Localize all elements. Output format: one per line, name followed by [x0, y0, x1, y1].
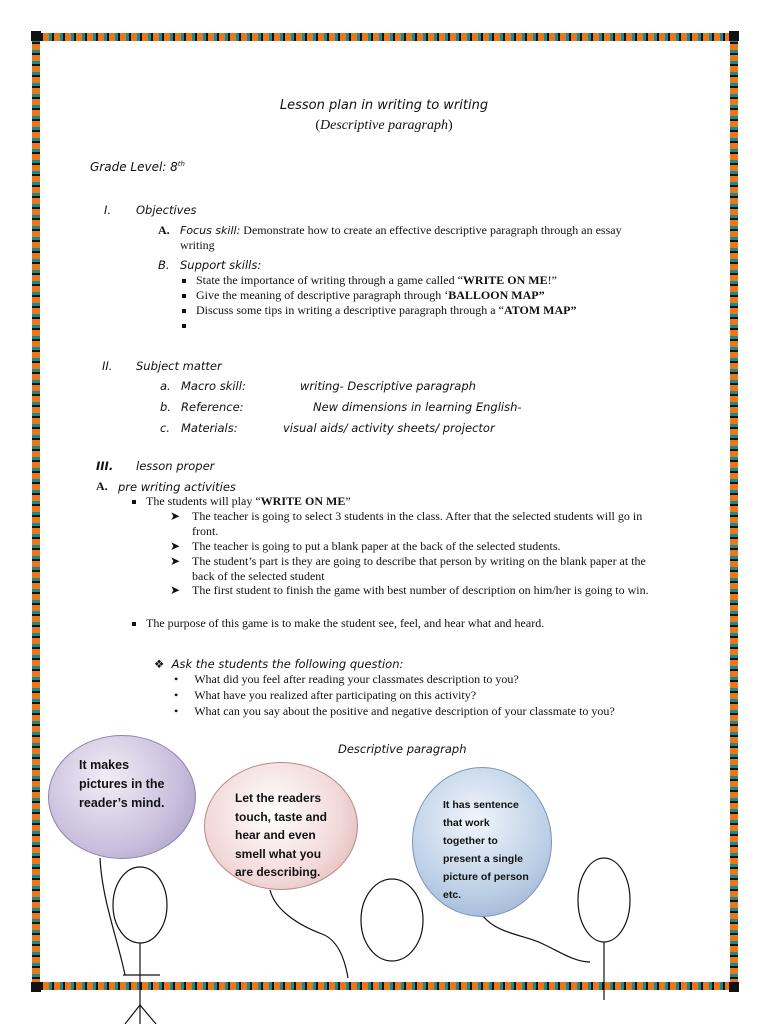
balloon-blue: It has sentence that work together to present a single picture of person etc.	[412, 767, 552, 917]
game-step: ➤ The first student to finish the game with best number of description on him/her is going to win.	[170, 583, 649, 597]
objectives-heading: Objectives	[136, 203, 197, 217]
subject-item-letter: b.	[160, 400, 171, 414]
subject-item-letter: c.	[160, 421, 170, 435]
stick-figure-head	[361, 879, 423, 961]
focus-skill-letter: A.	[158, 223, 170, 237]
subject-item-label: Materials:	[181, 421, 238, 435]
support-skill-item: State the importance of writing through a game called “WRITE ON ME!”	[182, 273, 557, 288]
question-item: • What did you feel after reading your classmates description to you?	[174, 672, 519, 686]
pre-writing-heading: pre writing activities	[118, 480, 236, 494]
subject-item-value: visual aids/ activity sheets/ projector	[283, 421, 495, 435]
support-skills-letter: B.	[158, 258, 170, 272]
page-title: Lesson plan in writing to writing	[279, 98, 489, 113]
focus-skill: Focus skill: Demonstrate how to create an effective descriptive paragraph through an essay writing	[180, 223, 622, 252]
question-item: • What have you realized after participating on this activity?	[174, 688, 477, 702]
subject-matter-number: II.	[102, 359, 113, 373]
grade-level: Grade Level: 8th	[90, 160, 185, 174]
lesson-proper-number: III.	[96, 459, 114, 473]
game-step: ➤ The teacher is going to select 3 students in the class. After that the selected students will go in front.	[170, 509, 643, 538]
subject-matter-heading: Subject matter	[136, 359, 222, 373]
support-skill-item: Discuss some tips in writing a descriptive paragraph through a “ATOM MAP”	[182, 303, 576, 318]
stick-figure-head	[113, 867, 167, 943]
question-item: • What can you say about the positive and negative description of your classmate to you?	[174, 704, 615, 718]
balloon-pink: Let the readers touch, taste and hear and even smell what you are describing.	[204, 762, 358, 890]
subject-item-value: writing- Descriptive paragraph	[300, 379, 476, 393]
subject-item-letter: a.	[160, 379, 171, 393]
support-skill-item: Give the meaning of descriptive paragraph through ‘BALLOON MAP”	[182, 288, 545, 303]
stick-figure-head	[578, 858, 630, 942]
balloon-string	[270, 890, 348, 978]
stick-figure-leg	[125, 1005, 140, 1024]
subject-item-label: Reference:	[181, 400, 244, 414]
ask-heading: ❖ Ask the students the following question:	[154, 657, 404, 671]
stick-figure-leg	[140, 1005, 156, 1024]
balloon-string	[100, 858, 125, 975]
pre-writing-letter: A.	[96, 479, 108, 493]
lesson-proper-heading: lesson proper	[136, 459, 215, 473]
balloon-string	[483, 916, 590, 962]
game-purpose: The purpose of this game is to make the student see, feel, and hear what and heard.	[132, 616, 544, 631]
balloon-map-caption: Descriptive paragraph	[338, 742, 467, 756]
objectives-number: I.	[104, 203, 112, 217]
game-intro: The students will play “WRITE ON ME”	[132, 494, 351, 509]
balloon-purple: It makes pictures in the reader’s mind.	[48, 735, 196, 859]
subject-item-value: New dimensions in learning English-	[313, 400, 522, 414]
subject-item-label: Macro skill:	[181, 379, 246, 393]
game-step: ➤ The teacher is going to put a blank paper at the back of the selected students.	[170, 539, 561, 553]
page-subtitle: (Descriptive paragraph)	[315, 118, 453, 133]
game-step: ➤ The student’s part is they are going to describe that person by writing on the blank paper at the back of the selected student	[170, 554, 646, 583]
support-skills-heading: Support skills:	[180, 258, 262, 272]
